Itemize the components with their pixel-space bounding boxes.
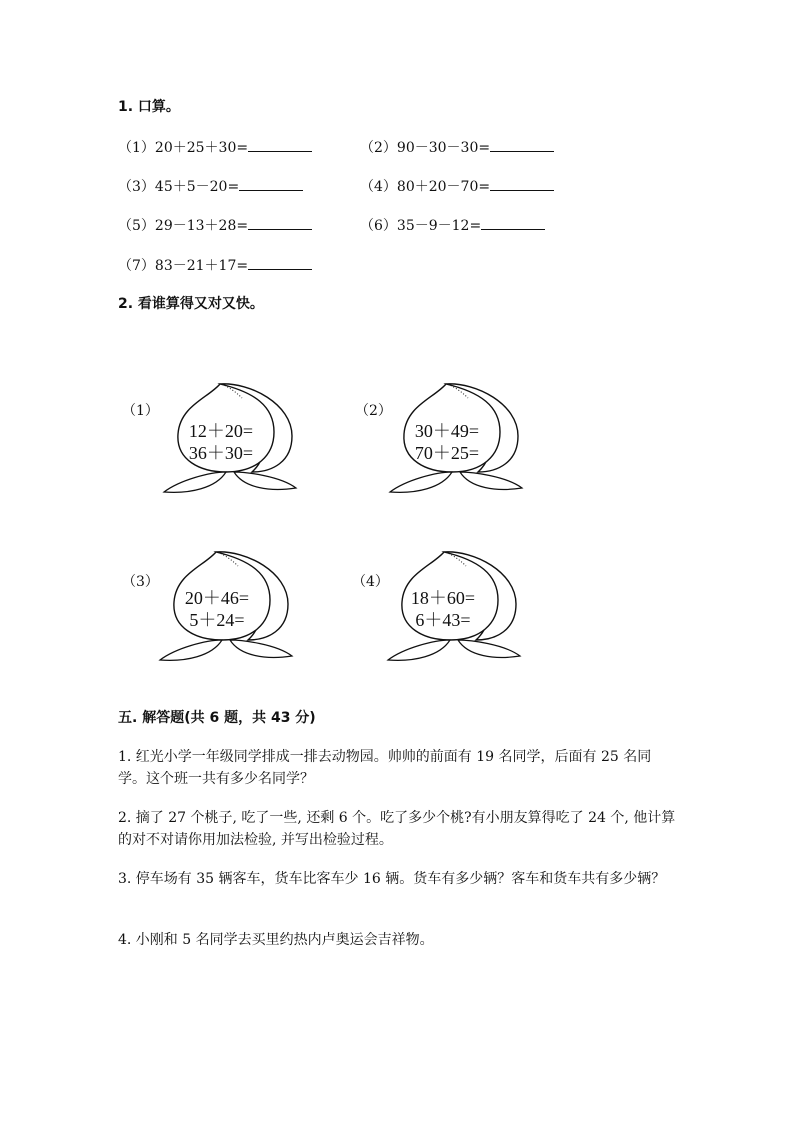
peach-eq-4 <box>398 587 488 631</box>
oral-item-3 <box>118 176 303 197</box>
peach-label-3: （3） <box>122 574 159 590</box>
peach-equation-line: 36＋30= <box>188 443 254 463</box>
answer-blank[interactable] <box>239 176 303 191</box>
word-problem-4: 4. 小刚和 5 名同学去买里约热内卢奥运会吉祥物。 <box>118 932 434 948</box>
peach-equation-line: 6＋43= <box>415 610 471 630</box>
word-problem-3: 3. 停车场有 35 辆客车，货车比客车少 16 辆。货车有多少辆？客车和货车共有多少辆？ <box>118 871 666 887</box>
peach-equation-line: 70＋25= <box>414 443 480 463</box>
peach-equation-line: 30＋49= <box>414 421 480 441</box>
oral-item-6 <box>360 215 545 236</box>
peach-label-2: （2） <box>355 403 392 419</box>
oral-item-label: （5）29－13＋28= <box>118 218 249 234</box>
answer-blank[interactable] <box>248 255 312 270</box>
answer-blank[interactable] <box>248 215 312 230</box>
answer-blank[interactable] <box>490 137 554 152</box>
oral-item-1 <box>118 137 312 158</box>
oral-item-label: （7）83－21＋17= <box>118 258 249 274</box>
oral-item-label: （3）45＋5－20= <box>118 179 240 195</box>
word-problem-1: 1. 红光小学一年级同学排成一排去动物园。帅帅的前面有 19 名同学，后面有 25 名同学。这个班一共有多少名同学？ <box>118 749 652 787</box>
peach-label-1: （1） <box>122 403 159 419</box>
answer-blank[interactable] <box>481 215 545 230</box>
answer-blank[interactable] <box>490 176 554 191</box>
peach-eq-3 <box>172 587 262 631</box>
oral-item-label: （1）20＋25＋30= <box>118 140 249 156</box>
section-five-title: 五. 解答题(共 6 题，共 43 分) <box>118 710 316 726</box>
peach-eq-1 <box>176 420 266 464</box>
oral-item-4 <box>360 176 554 197</box>
oral-item-label: （6）35－9－12= <box>360 218 482 234</box>
answer-blank[interactable] <box>248 137 312 152</box>
peach-section-title: 2. 看谁算得又对又快。 <box>118 296 264 312</box>
peach-equation-line: 5＋24= <box>189 610 245 630</box>
oral-item-5 <box>118 215 312 236</box>
peach-equation-line: 12＋20= <box>188 421 254 441</box>
oral-item-7 <box>118 255 312 276</box>
peach-label-4: （4） <box>352 574 389 590</box>
peach-equation-line: 18＋60= <box>410 588 476 608</box>
peach-equation-line: 20＋46= <box>184 588 250 608</box>
oral-item-label: （4）80＋20－70= <box>360 179 491 195</box>
oral-item-2 <box>360 137 554 158</box>
word-problem-2: 2. 摘了 27 个桃子, 吃了一些, 还剩 6 个。吃了多少个桃?有小朋友算得吃了 24 个, 他计算的对不对请你用加法检验, 并写出检验过程。 <box>118 810 676 848</box>
peach-eq-2 <box>402 420 492 464</box>
oral-item-label: （2）90－30－30= <box>360 140 491 156</box>
oral-calc-title: 1. 口算。 <box>118 99 180 115</box>
